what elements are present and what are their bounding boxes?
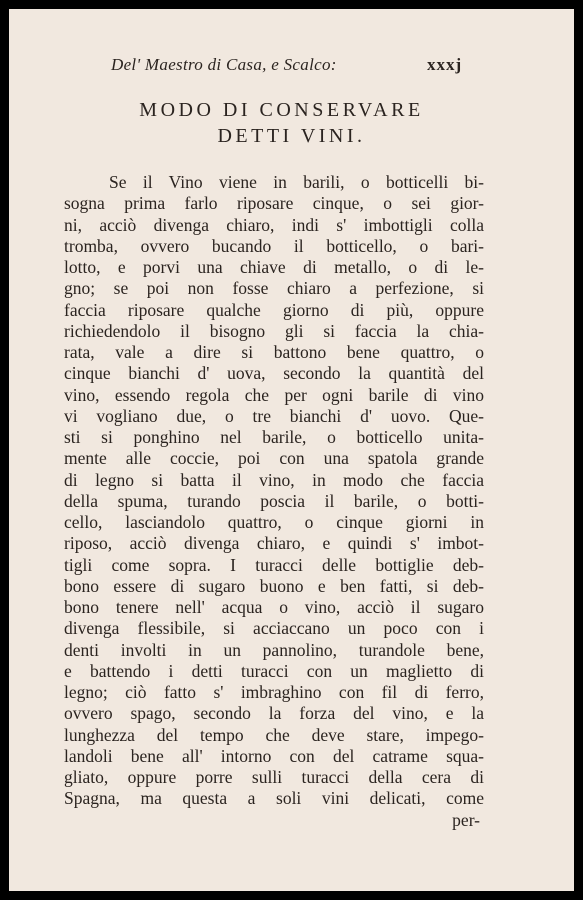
text-line: tigli come sopra. I turacci delle bottiglie deb- bbox=[64, 554, 484, 575]
text-line: lotto, e porvi una chiave di metallo, o di le- bbox=[64, 257, 484, 277]
text-line: richiedendolo il bisogno gli si faccia la chia- bbox=[64, 320, 484, 341]
text-line: ovvero spago, secondo la forza del vino, e la bbox=[64, 703, 484, 724]
text-line: vi vogliano due, o tre bianchi d' uovo. Que- bbox=[64, 405, 484, 426]
text-line: bono essere di sugaro buono e ben fatti, si deb- bbox=[64, 575, 484, 596]
text-line: Se il Vino viene in barili, o botticelli bi- bbox=[109, 172, 484, 192]
section-heading-line-2: DETTI VINI. bbox=[217, 125, 366, 147]
text-line: vino, essendo regola che per ogni barile di vino bbox=[64, 384, 484, 405]
text-line: gno; se poi non fosse chiaro a perfezione, si bbox=[64, 278, 484, 299]
text-line: cello, lasciandolo quattro, o cinque giorni in bbox=[64, 512, 484, 532]
catchword: per- bbox=[452, 809, 480, 830]
text-line: cinque bianchi d' uova, secondo la quantità del bbox=[64, 363, 484, 384]
text-line: riposo, acciò divenga chiaro, e quindi s' imbot- bbox=[64, 533, 484, 554]
running-head bbox=[9, 55, 574, 79]
text-line: rata, vale a dire si battono bene quattro, o bbox=[64, 342, 484, 362]
text-line: della spuma, turando poscia il barile, o botti- bbox=[64, 490, 484, 511]
text-line: gliato, oppure porre sulli turacci della cera di bbox=[64, 767, 484, 787]
running-title: Del' Maestro di Casa, e Scalco: bbox=[111, 55, 337, 74]
text-line: sogna prima farlo riposare cinque, o sei gior- bbox=[64, 193, 484, 214]
text-line: mente alle coccie, poi con una spatola grande bbox=[64, 448, 484, 469]
text-line: faccia riposare qualche giorno di più, oppure bbox=[64, 299, 484, 320]
book-page bbox=[9, 9, 574, 891]
text-line: e battendo i detti turacci con un maglietto di bbox=[64, 660, 484, 681]
text-line: divenga flessibile, si acciaccano un poco con i bbox=[64, 618, 484, 639]
body-text bbox=[64, 172, 484, 831]
text-line: bono tenere nell' acqua o vino, acciò il sugaro bbox=[64, 597, 484, 617]
text-line: denti involti in un pannolino, turandole bene, bbox=[64, 639, 484, 660]
section-heading-line-1: MODO DI CONSERVARE bbox=[139, 99, 424, 121]
text-line: Spagna, ma questa a soli vini delicati, come bbox=[64, 788, 484, 809]
text-line: legno; ciò fatto s' imbraghino con fil di ferro, bbox=[64, 682, 484, 702]
text-line: landoli bene all' intorno con del catrame squa- bbox=[64, 745, 484, 766]
page-number: xxxj bbox=[427, 55, 463, 74]
text-line: sti si ponghino nel barile, o botticello unita- bbox=[64, 427, 484, 447]
text-line: di legno si batta il vino, in modo che faccia bbox=[64, 469, 484, 490]
text-line: tromba, ovvero bucando il botticello, o bari- bbox=[64, 235, 484, 256]
text-line: lunghezza del tempo che deve stare, impego- bbox=[64, 724, 484, 745]
text-line: ni, acciò divenga chiaro, indi s' imbottigli colla bbox=[64, 214, 484, 235]
